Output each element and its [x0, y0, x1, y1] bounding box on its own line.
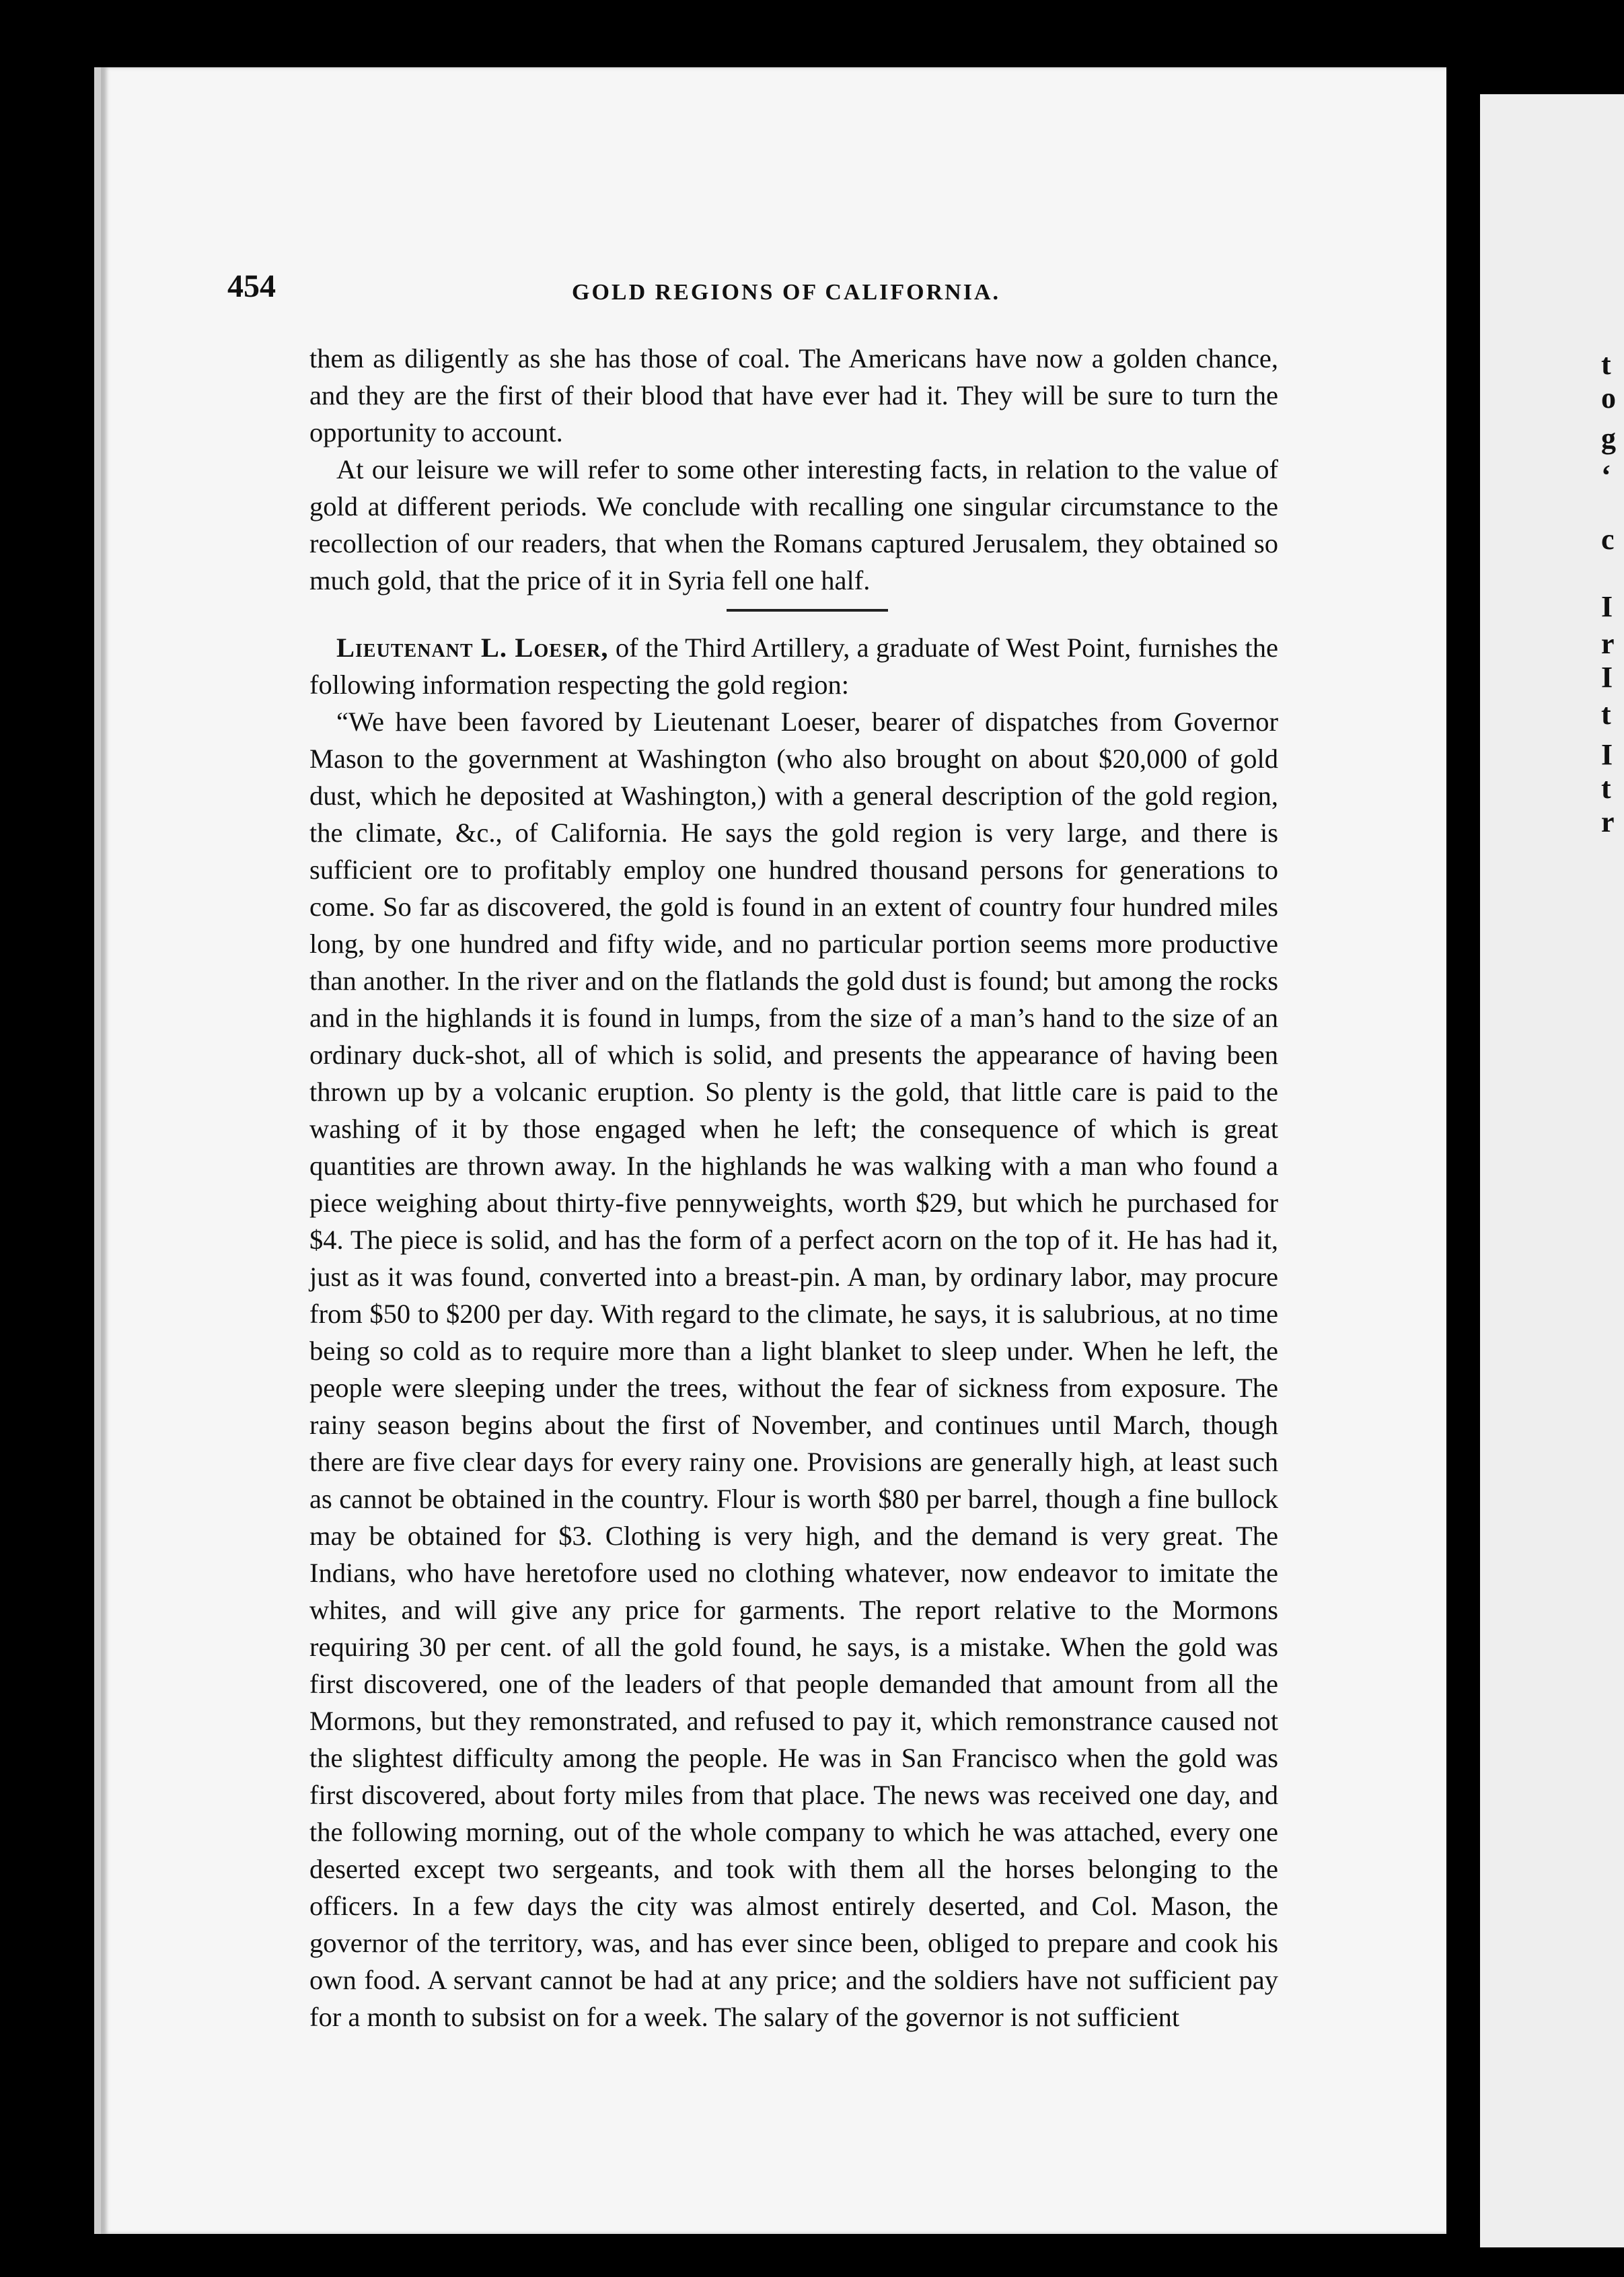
edge-char: g: [1601, 422, 1616, 455]
paragraph-intro: [309, 629, 1278, 703]
facing-page-edge: [1480, 94, 1624, 2247]
paragraph-coal: them as diligently as she has those of coal. The Americans have now a golden chance, and they are the first of their blood that have ever had it. They will be sure to turn the opportunity to account.: [309, 343, 1278, 447]
paragraph-jerusalem: At our leisure we will refer to some other interesting facts, in relation to the value of gold at different periods. We conclude with recalling one singular circumstance to the recollection of our readers, that when the Romans captured Jerusalem, they obtained so much gold, that the price of it in Syria fell one half.: [309, 454, 1278, 595]
intro-text: of the Third Artillery, a graduate of West Point, furnishes the following information respecting the gold region:: [309, 632, 1279, 700]
edge-char: I: [1601, 661, 1613, 694]
opening-paragraphs: [309, 340, 1278, 599]
edge-char: t: [1601, 698, 1611, 731]
edge-char: c: [1601, 523, 1615, 556]
running-title: GOLD REGIONS OF CALIFORNIA.: [572, 280, 1001, 305]
edge-char: r: [1601, 805, 1615, 838]
edge-char: I: [1601, 738, 1613, 771]
lead-name: Lieutenant L. Loeser,: [336, 632, 609, 663]
edge-char: r: [1601, 627, 1615, 660]
edge-char: t: [1601, 772, 1611, 805]
edge-char: o: [1601, 382, 1616, 414]
page-number: 454: [227, 268, 276, 304]
loeser-section: [309, 629, 1278, 2035]
edge-char: ‘: [1601, 459, 1611, 492]
paragraph-report: “We have been favored by Lieutenant Loeser, bearer of dispatches from Governor Mason to the government at Washington (who also brought on about $20,000 of gold dust, which he deposited at Washington,) with a general description of the gold region, the climate, &c., of California. He says the gold region is very large, and there is sufficient ore to profitably employ one hundred thousand persons for generations to come. So far as discovered, the gold is found in an extent of country four hundred miles long, by one hundred and fifty wide, and no particular portion seems more productive than another. In the river and on the flatlands the gold dust is found; but among the rocks and in the highlands it is found in lumps, from the size of a man’s hand to the size of an ordinary duck-shot, all of which is solid, and presents the appearance of having been thrown up by a volcanic eruption. So plenty is the gold, that little care is paid to the washing of it by those engaged when he left; the consequence of which is great quantities are thrown away. In the highlands he was walking with a man who found a piece weighing about thirty-five pennyweights, worth $29, but which he purchased for $4. The piece is solid, and has the form of a perfect acorn on the top of it. He has had it, just as it was found, converted into a breast-pin. A man, by ordinary labor, may procure from $50 to $200 per day. With regard to the climate, he says, it is salubrious, at no time being so cold as to require more than a light blanket to sleep under. When he left, the people were sleeping under the trees, without the fear of sickness from exposure. The rainy season begins about the first of November, and continues until March, though there are five clear days for every rainy one. Provisions are generally high, at least such as cannot be obtained in the country. Flour is worth $80 per barrel, though a fine bullock may be obtained for $3. Clothing is very high, and the demand is very great. The Indians, who have heretofore used no clothing whatever, now endeavor to imitate the whites, and will give any price for garments. The report relative to the Mormons requiring 30 per cent. of all the gold found, he says, is a mistake. When the gold was first discovered, one of the leaders of that people demanded that amount from all the Mormons, but they remonstrated, and refused to pay it, which remonstrance caused not the slightest difficulty among the people. He was in San Francisco when the gold was first discovered, about forty miles from that place. The news was received one day, and the following morning, out of the whole company to which he was attached, every one deserted except two sergeants, and took with them all the horses belonging to the officers. In a few days the city was almost entirely deserted, and Col. Mason, the governor of the territory, was, and has ever since been, obliged to prepare and cook his own food. A servant cannot be had at any price; and the soldiers have not sufficient pay for a month to subsist on for a week. The salary of the governor is not sufficient: [309, 707, 1278, 2032]
edge-char: I: [1601, 590, 1613, 623]
edge-char: t: [1601, 348, 1611, 381]
section-rule: [727, 609, 888, 612]
